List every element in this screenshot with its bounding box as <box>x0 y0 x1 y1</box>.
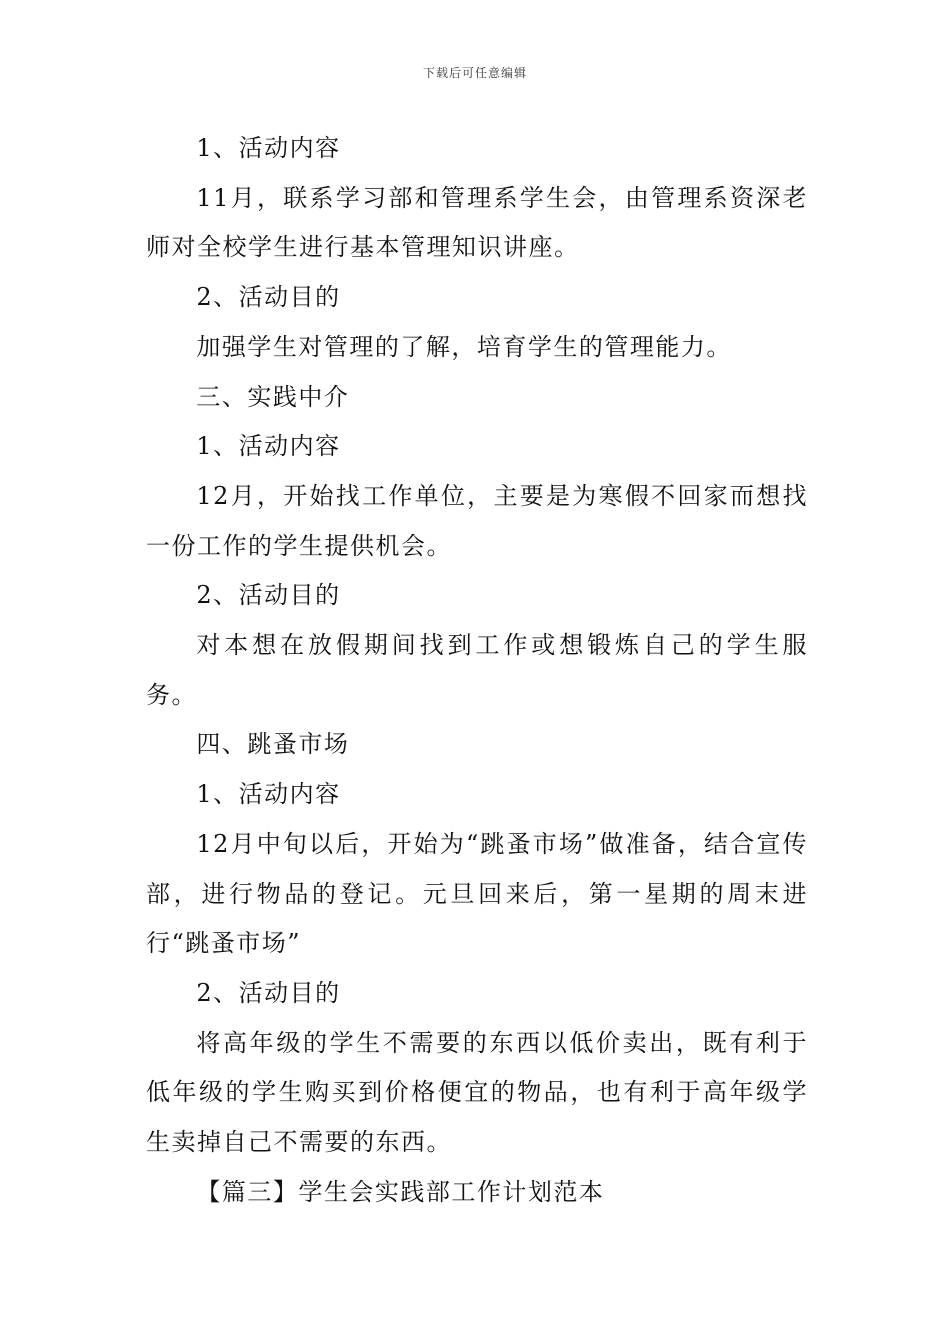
paragraph-goal-service: 对本想在放假期间找到工作或想锻炼自己的学生服务。 <box>146 631 808 709</box>
section-heading-practice-agency: 三、实践中介 <box>196 382 350 411</box>
document-body <box>146 124 808 1217</box>
section-heading-part-three: 【篇三】学生会实践部工作计划范本 <box>196 1177 605 1206</box>
paragraph-activity-goal-3: 2、活动目的 <box>196 978 341 1007</box>
paragraph-goal-secondhand: 将高年级的学生不需要的东西以低价卖出，既有利于低年级的学生购买到价格便宜的物品，也有利于高年级学生卖掉自己不需要的东西。 <box>146 1028 808 1157</box>
paragraph-activity-content-3: 1、活动内容 <box>196 780 341 809</box>
paragraph-activity-content-2: 1、活动内容 <box>196 432 341 461</box>
paragraph-goal-management: 加强学生对管理的了解，培育学生的管理能力。 <box>196 332 732 361</box>
section-heading-flea-market: 四、跳蚤市场 <box>196 730 350 759</box>
paragraph-activity-goal-1: 2、活动目的 <box>196 283 341 312</box>
paragraph-activity-content-1: 1、活动内容 <box>196 134 341 162</box>
page-header-note: 下载后可任意编辑 <box>422 66 527 80</box>
paragraph-lecture-description: 11月，联系学习部和管理系学生会，由管理系资深老师对全校学生进行基本管理知识讲座。 <box>146 183 808 262</box>
paragraph-activity-goal-2: 2、活动目的 <box>196 581 341 610</box>
paragraph-flea-market-description: 12月中旬以后，开始为“跳蚤市场”做准备，结合宣传部，进行物品的登记。元旦回来后，第一星期的周末进行“跳蚤市场” <box>146 829 808 958</box>
paragraph-job-search-description: 12月，开始找工作单位，主要是为寒假不回家而想找一份工作的学生提供机会。 <box>146 481 808 560</box>
